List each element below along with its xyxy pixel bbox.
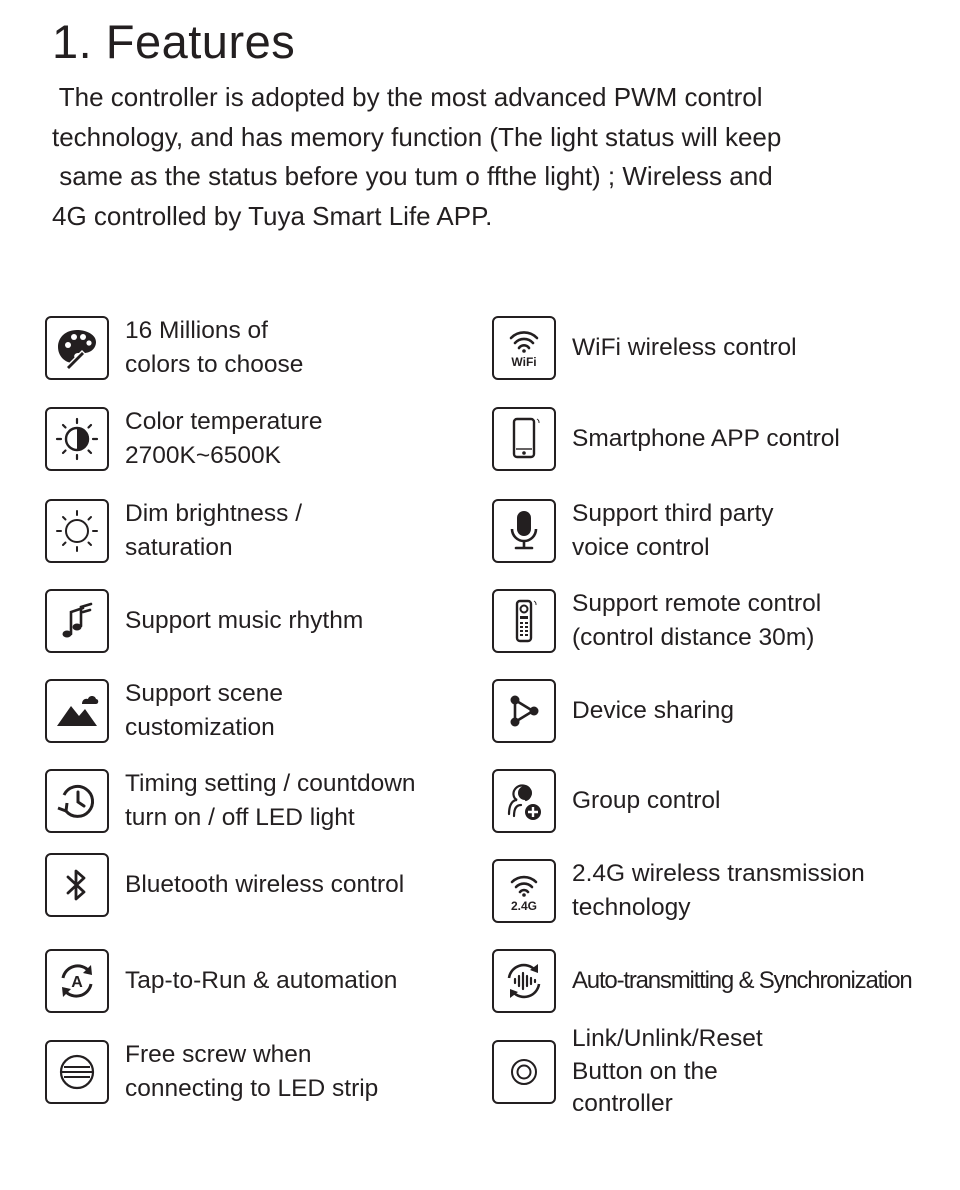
feature-timing	[45, 766, 416, 836]
page-title: 1. Features	[52, 15, 296, 68]
brightness-sun-icon	[45, 499, 109, 563]
svg-text:2.4G: 2.4G	[510, 899, 538, 913]
feature-tap-to-run	[45, 946, 397, 1016]
svg-text:A: A	[71, 974, 83, 991]
share-icon	[492, 679, 556, 743]
feature-auto-sync	[492, 946, 912, 1016]
feature-label: 16 Millions of colors to choose	[125, 317, 304, 378]
feature-label: Timing setting / countdown turn on / off LED light	[125, 770, 416, 831]
feature-label: 2.4G wireless transmission technology	[572, 860, 865, 921]
feature-2-4g	[492, 856, 865, 926]
feature-sharing	[492, 676, 734, 746]
microphone-icon	[492, 499, 556, 563]
feature-label: Support third party voice control	[572, 500, 774, 561]
svg-text:WiFi: WiFi	[511, 355, 537, 369]
feature-label: Color temperature 2700K~6500K	[125, 408, 323, 469]
color-temperature-icon	[45, 407, 109, 471]
feature-label: Support remote control (control distance 30m)	[572, 590, 822, 651]
group-add-icon	[492, 769, 556, 833]
feature-label: Group control	[572, 787, 721, 814]
feature-label: Smartphone APP control	[572, 425, 840, 452]
feature-colors	[45, 313, 303, 383]
feature-label: Auto-transmitting & Synchronization	[572, 967, 912, 994]
smartphone-icon	[492, 407, 556, 471]
feature-wifi	[492, 313, 797, 383]
palette-icon	[45, 316, 109, 380]
intro-paragraph	[52, 78, 912, 236]
feature-label: Tap-to-Run & automation	[125, 967, 398, 994]
feature-color-temperature	[45, 404, 322, 474]
feature-label: Link/Unlink/Reset Button on the controller	[572, 1025, 763, 1118]
intro-line: technology, and has memory function (The light status will keep	[52, 121, 782, 152]
feature-label: Support music rhythm	[125, 607, 364, 634]
tap-to-run-icon	[45, 949, 109, 1013]
mountain-scene-icon	[45, 679, 109, 743]
timer-clock-icon	[45, 769, 109, 833]
feature-label: Dim brightness / saturation	[125, 500, 303, 561]
feature-bluetooth	[45, 850, 404, 920]
feature-voice	[492, 496, 774, 566]
intro-line: The controller is adopted by the most advanced PWM control	[52, 82, 763, 112]
screw-icon	[45, 1040, 109, 1104]
feature-label: WiFi wireless control	[572, 334, 797, 361]
feature-smartphone	[492, 404, 840, 474]
feature-group	[492, 766, 720, 836]
feature-music	[45, 586, 363, 656]
music-note-icon	[45, 589, 109, 653]
feature-reset-button	[492, 1025, 763, 1118]
remote-control-icon	[492, 589, 556, 653]
feature-remote	[492, 586, 821, 656]
button-icon	[492, 1040, 556, 1104]
feature-label: Support scene customization	[125, 680, 283, 741]
bluetooth-icon	[45, 853, 109, 917]
feature-label: Device sharing	[572, 697, 735, 724]
intro-line: 4G controlled by Tuya Smart Life APP.	[52, 200, 493, 231]
feature-free-screw	[45, 1037, 378, 1107]
feature-label: Bluetooth wireless control	[125, 871, 405, 898]
sync-sound-icon	[492, 949, 556, 1013]
feature-scene	[45, 676, 283, 746]
feature-brightness	[45, 496, 302, 566]
feature-label: Free screw when connecting to LED strip	[125, 1041, 379, 1102]
wifi-icon	[492, 316, 556, 380]
wireless-2-4g-icon	[492, 859, 556, 923]
intro-line: same as the status before you tum o ffthe light) ; Wireless and	[52, 161, 773, 191]
